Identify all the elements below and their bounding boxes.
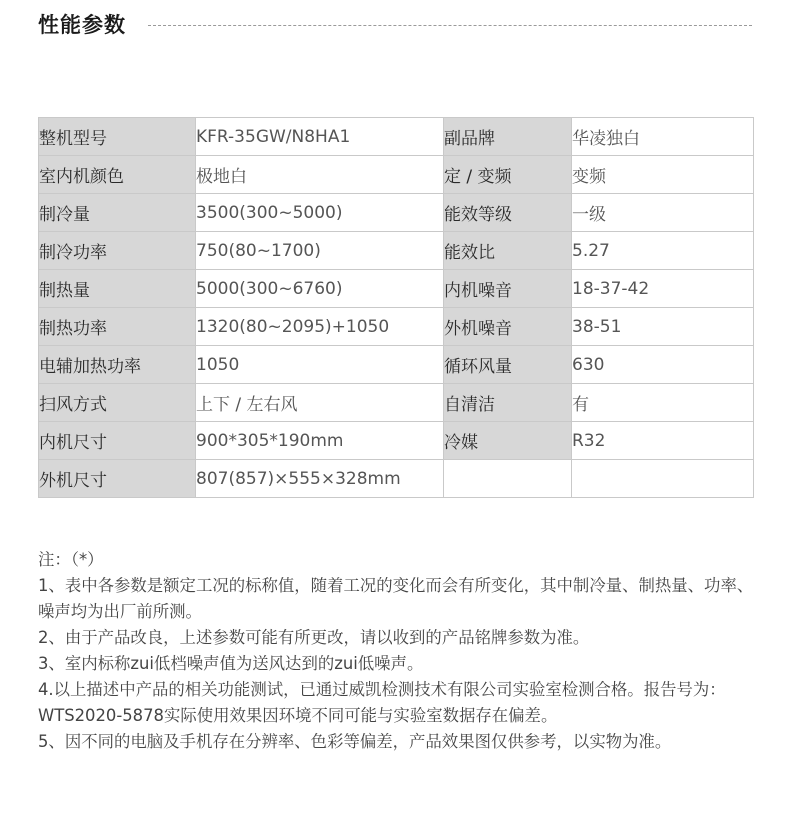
spec-value: KFR-35GW/N8HA1 (196, 118, 444, 156)
spec-value: 38-51 (572, 308, 754, 346)
spec-value: 1320(80~2095)+1050 (196, 308, 444, 346)
spec-value: 630 (572, 346, 754, 384)
notes-section (38, 547, 756, 755)
spec-value: 3500(300~5000) (196, 194, 444, 232)
spec-label: 内机噪音 (444, 270, 572, 308)
table-row (39, 232, 754, 270)
spec-label: 制冷量 (39, 194, 196, 232)
spec-label: 冷媒 (444, 422, 572, 460)
table-row (39, 156, 754, 194)
spec-value: 750(80~1700) (196, 232, 444, 270)
table-row (39, 460, 754, 498)
table-row (39, 422, 754, 460)
header-divider (148, 25, 752, 26)
spec-label: 制热量 (39, 270, 196, 308)
spec-label: 制热功率 (39, 308, 196, 346)
note-item: 1、表中各参数是额定工况的标称值，随着工况的变化而会有所变化，其中制冷量、制热量、功率、噪声均为出厂前所测。 (38, 576, 754, 621)
spec-value: 5.27 (572, 232, 754, 270)
table-row (39, 384, 754, 422)
section-header (38, 10, 752, 40)
spec-value: 807(857)×555×328mm (196, 460, 444, 498)
spec-value: 一级 (572, 194, 754, 232)
spec-value-empty (572, 460, 754, 498)
spec-value: 上下 / 左右风 (196, 384, 444, 422)
notes-heading: 注：（*） (38, 550, 104, 569)
spec-value: 18-37-42 (572, 270, 754, 308)
spec-label: 循环风量 (444, 346, 572, 384)
spec-label: 制冷功率 (39, 232, 196, 270)
spec-table (38, 117, 754, 498)
spec-label: 副品牌 (444, 118, 572, 156)
spec-label: 整机型号 (39, 118, 196, 156)
spec-label: 电辅加热功率 (39, 346, 196, 384)
note-item: 5、因不同的电脑及手机存在分辨率、色彩等偏差，产品效果图仅供参考，以实物为准。 (38, 732, 672, 751)
spec-value: 1050 (196, 346, 444, 384)
spec-label: 能效等级 (444, 194, 572, 232)
table-row (39, 194, 754, 232)
spec-label: 扫风方式 (39, 384, 196, 422)
section-title: 性能参数 (38, 13, 126, 37)
spec-value: 有 (572, 384, 754, 422)
spec-label: 自清洁 (444, 384, 572, 422)
table-row (39, 118, 754, 156)
spec-label: 室内机颜色 (39, 156, 196, 194)
note-item: 3、室内标称zui低档噪声值为送风达到的zui低噪声。 (38, 654, 424, 673)
spec-value: 900*305*190mm (196, 422, 444, 460)
note-item: 2、由于产品改良，上述参数可能有所更改，请以收到的产品铭牌参数为准。 (38, 628, 590, 647)
spec-value: 华凌独白 (572, 118, 754, 156)
spec-label: 内机尺寸 (39, 422, 196, 460)
spec-label: 外机噪音 (444, 308, 572, 346)
spec-value: 5000(300~6760) (196, 270, 444, 308)
table-row (39, 346, 754, 384)
spec-value: R32 (572, 422, 754, 460)
table-row (39, 270, 754, 308)
spec-label: 外机尺寸 (39, 460, 196, 498)
spec-value: 极地白 (196, 156, 444, 194)
spec-label: 能效比 (444, 232, 572, 270)
table-row (39, 308, 754, 346)
spec-label-empty (444, 460, 572, 498)
spec-label: 定 / 变频 (444, 156, 572, 194)
spec-table-body (39, 118, 754, 498)
note-item: 4.以上描述中产品的相关功能测试，已通过威凯检测技术有限公司实验室检测合格。报告号为：WTS2020-5878实际使用效果因环境不同可能与实验室数据存在偏差。 (38, 680, 726, 725)
spec-value: 变频 (572, 156, 754, 194)
